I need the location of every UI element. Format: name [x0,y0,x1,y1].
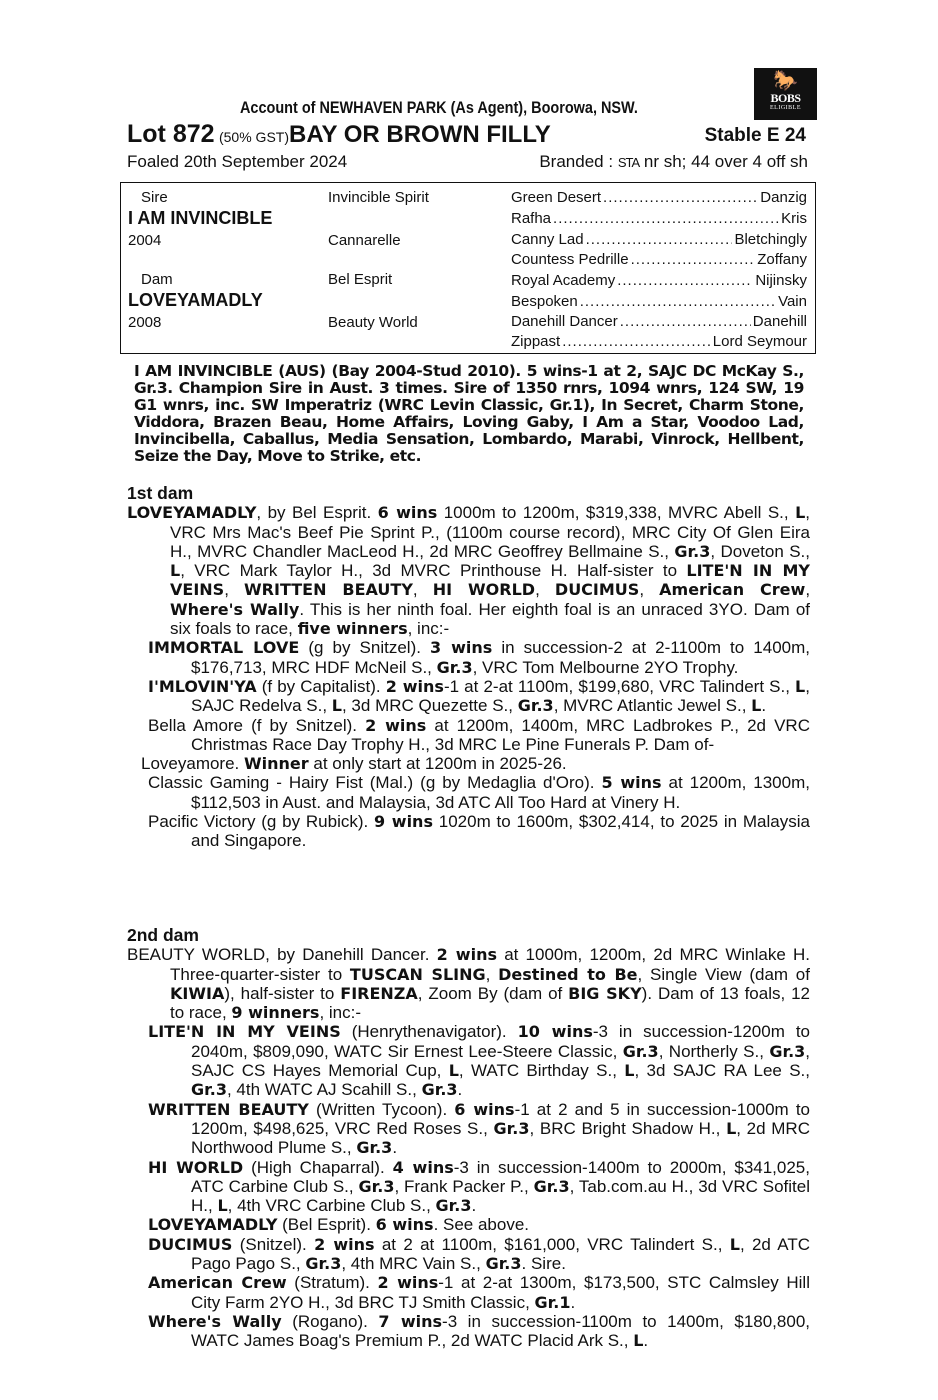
gen3-row [511,272,807,289]
second-dam-entry: WRITTEN BEAUTY (Written Tycoon). 6 wins-1 at 2 and 5 in succession-1000m to 1200m, $498,625, VRC Red Roses S., Gr.3, BRC Bright Shadow H., L, 2d MRC Northwood Plume S., Gr.3. [148,1099,810,1158]
second-dam-entry: LOVEYAMADLY (Bel Esprit). 6 wins. See above. [148,1215,530,1235]
gen2-2: Bel Esprit [328,271,393,288]
second-dam-entry: BEAUTY WORLD, by Danehill Dancer. 2 wins at 1000m, 1200m, 2d MRC Winlake H. Three-quarter-sister to TUSCAN SLING, Destined to Be, Single View (dam of KIWIA), half-sister to FIRENZA, Zoom By (dam of BIG SKY). Dam of 13 foals, 12 to race, 9 winners, inc:- [127,945,811,1023]
gen3-sire: Danehill [752,313,807,330]
gen2-3: Beauty World [328,314,418,331]
gen3-sire: Vain [778,293,807,310]
gen3-name: Zippast [511,333,561,350]
first-dam-section [127,484,810,851]
gen3-sire: Danzig [760,189,807,206]
gen3-name: Danehill Dancer [511,313,618,330]
foaled-date: Foaled 20th September 2024 [127,152,348,171]
gen3-name: Countess Pedrille [511,251,629,268]
sire-label: Sire [141,189,168,206]
second-dam-heading: 2nd dam [127,925,199,945]
first-dam-heading: 1st dam [127,483,194,503]
gen2-1: Cannarelle [328,232,401,249]
first-dam-entry: Classic Gaming - Hairy Fist (Mal.) (g by Medaglia d'Oro). 5 wins at 1200m, 1300m, $112,503 in Aust. and Malaysia, 3d ATC All Too Hard at Vinery H. [148,773,810,812]
second-dam-entry: DUCIMUS (Snitzel). 2 wins at 2 at 1100m, $161,000, VRC Talindert S., L, 2d ATC Pago Pago S., Gr.3, 4th MRC Vain S., Gr.3. Sire. [148,1234,810,1274]
gen2-0: Invincible Spirit [328,189,429,206]
dam-label: Dam [141,271,173,288]
gst-note: (50% GST) [218,129,289,145]
first-dam-entry: LOVEYAMADLY, by Bel Esprit. 6 wins 1000m to 1200m, $319,338, MVRC Abell S., L, VRC Mrs Mac's Beef Pie Sprint P., (1100m course record), MRC City Of Glen Eira H., MVRC Chandler MacLeod H., 2d MRC Geoffrey Bellmaine S., Gr.3, Doveton S., L, VRC Mark Taylor H., 3d MVRC Printhouse H. Half-sister to LITE'N IN MY VEINS, WRITTEN BEAUTY, HI WORLD, DUCIMUS, American Crew, Where's Wally. This is her ninth foal. Her eighth foal is an unraced 3YO. Dam of six foals to race, five winners, inc:- [127,503,811,639]
gen3-name: Green Desert [511,189,602,206]
gen3-sire: Lord Seymour [712,333,807,350]
vendor-line: Account of NEWHAVEN PARK (As Agent), Boorowa, NSW. [240,98,638,117]
gen3-name: Royal Academy [511,272,616,289]
gen3-row [511,210,807,227]
second-dam-section [127,926,810,1351]
gen3-row [511,313,807,330]
first-dam-entry: I'MLOVIN'YA (f by Capitalist). 2 wins-1 at 2-at 1100m, $199,680, VRC Talindert S., L, SAJC Redelva S., L, 3d MRC Quezette S., Gr.3, MVRC Atlantic Jewel S., L. [148,676,810,716]
brand-mark: STA [617,155,640,170]
sire-name: I AM INVINCIBLE [128,208,273,228]
gen3-row [511,231,807,248]
brand-text: nr sh; 44 over 4 off sh [643,152,808,171]
gen3-sire: Bletchingly [734,231,807,248]
gen3-name: Canny Lad [511,231,584,248]
sire-summary: I AM INVINCIBLE (AUS) (Bay 2004-Stud 2010). 5 wins-1 at 2, SAJC DC McKay S., Gr.3. Champion Sire in Aust. 3 times. Sire of 1350 rnrs, 1094 wnrs, 124 SW, 19 G1 wnrs, inc. SW Imperatriz (WRC Levin Classic, Gr.1), In Secret, Charm Stone, Viddora, Brazen Beau, Home Affairs, Loving Gaby, I Am a Star, Voodoo Lad, Invincibella, Caballus, Media Sensation, Lombardo, Marabi, Vinrock, Hellbent, Seize the Day, Move to Strike, etc. [134,362,804,465]
gen3-row [511,251,807,268]
dam-name: LOVEYAMADLY [128,290,263,310]
gen3-sire: Zoffany [757,251,807,268]
logo-line2: ELIGIBLE [770,105,801,111]
gen3-row [511,189,807,206]
gen3-row [511,333,807,350]
second-dam-entries [127,945,810,1350]
second-dam-entry: HI WORLD (High Chaparral). 4 wins-3 in succession-1400m to 2000m, $341,025, ATC Carbine Club S., Gr.3, Frank Packer P., Gr.3, Tab.com.au H., 3d VRC Sofitel H., L, 4th VRC Carbine Club S., Gr.3. [148,1157,810,1216]
second-dam-entry: American Crew (Stratum). 2 wins-1 at 2-at 1300m, $173,500, STC Calmsley Hill City Farm 2YO H., 3d BRC TJ Smith Classic, Gr.1. [148,1273,810,1312]
lot-header [127,120,810,150]
logo-line1: BOBS [770,91,801,105]
first-dam-entry: Pacific Victory (g by Rubick). 9 wins 1020m to 1600m, $302,414, to 2025 in Malaysia and Singapore. [148,812,810,851]
sire-year: 2004 [128,232,162,249]
first-dam-entries [127,503,810,850]
gen3-sire: Nijinsky [755,272,807,289]
stable-location: Stable E 24 [704,125,806,146]
gen3-sire: Kris [781,210,807,227]
horse-icon: 🐎 [773,70,798,92]
second-dam-entry: LITE'N IN MY VEINS (Henrythenavigator). 10 wins-3 in succession-1200m to 2040m, $809,090, WATC Sir Ernest Lee-Steere Classic, Gr.3, Northerly S., Gr.3, SAJC CS Hayes Memorial Cup, L, WATC Birthday S., L, 3d SAJC RA Lee S., Gr.3, 4th WATC AJ Scahill S., Gr.3. [148,1022,811,1100]
lot-number: Lot 872 [127,120,215,148]
pedigree-table [120,182,816,354]
second-dam-entry: Where's Wally (Rogano). 7 wins-3 in succession-1100m to 1400m, $180,800, WATC James Boag's Premium P., 2d WATC Placid Ark S., L. [148,1311,810,1351]
gen3-name: Rafha [511,210,552,227]
bobs-eligible-logo [754,68,817,120]
dam-year: 2008 [128,314,162,331]
brand-info [539,152,808,172]
first-dam-entry: IMMORTAL LOVE (g by Snitzel). 3 wins in succession-2 at 2-1100m to 1400m, $176,713, MRC HDF McNeil S., Gr.3, VRC Tom Melbourne 2YO Trophy. [148,638,810,677]
brand-label: Branded : [539,152,614,171]
gen3-row [511,293,807,310]
gen3-name: Bespoken [511,293,578,310]
first-dam-entry: Loveyamore. Winner at only start at 1200m in 2025-26. [141,754,567,774]
first-dam-entry: Bella Amore (f by Snitzel). 2 wins at 1200m, 1400m, MRC Ladbrokes P., 2d VRC Christmas Race Day Trophy H., 3d MRC Le Pine Funerals P. Dam of- [148,715,810,754]
lot-title: BAY OR BROWN FILLY [289,121,551,148]
